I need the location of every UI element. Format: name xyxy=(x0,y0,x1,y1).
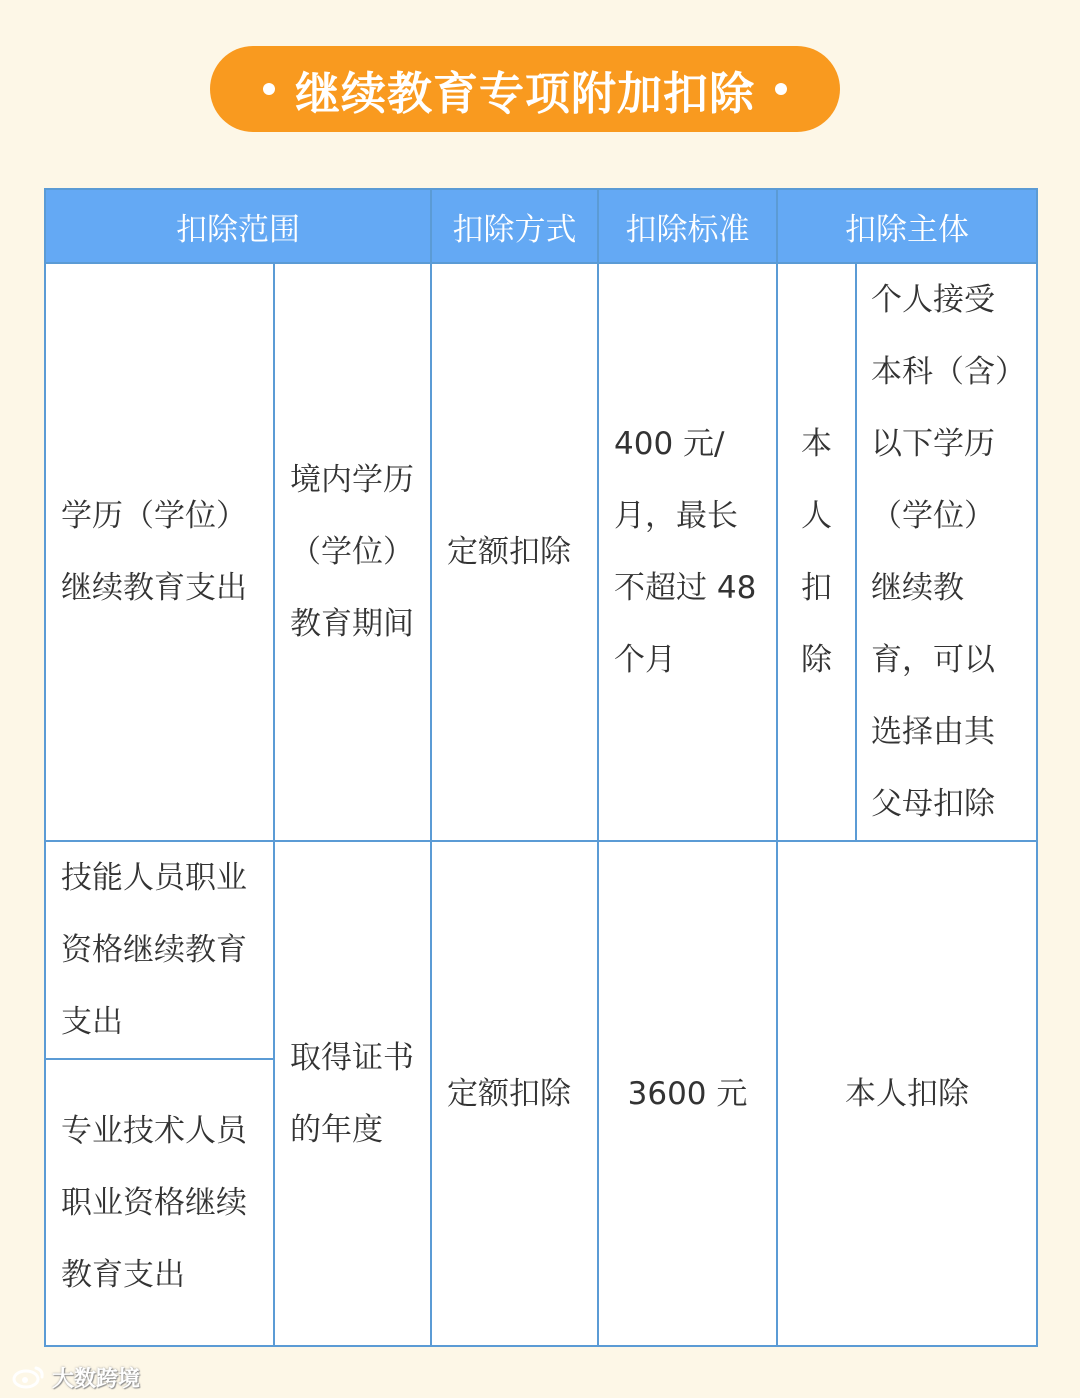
cell-cert-period xyxy=(274,841,431,1346)
cert-method-text: 定额扣除 xyxy=(447,1075,571,1112)
cell-skill-category xyxy=(45,841,274,1059)
bullet-dot-left xyxy=(263,83,275,95)
header-standard: 扣除标准 xyxy=(598,189,777,263)
cert-subject-text: 本人扣除 xyxy=(845,1075,969,1112)
header-method: 扣除方式 xyxy=(431,189,598,263)
table-row-skill xyxy=(45,841,1037,1059)
academic-method-text: 定额扣除 xyxy=(447,534,571,570)
cell-academic-category xyxy=(45,263,274,841)
cert-standard-text: 3600 元 xyxy=(627,1075,748,1112)
cell-academic-method xyxy=(431,263,598,841)
cell-cert-subject xyxy=(777,841,1037,1346)
bullet-dot-right xyxy=(775,83,787,95)
header-subject: 扣除主体 xyxy=(777,189,1037,263)
cell-professional-category xyxy=(45,1059,274,1346)
academic-standard-text: 400 元/月，最长不超过 48 个月 xyxy=(614,426,757,678)
cell-cert-standard xyxy=(598,841,777,1346)
deduction-table xyxy=(44,188,1038,1347)
header-scope: 扣除范围 xyxy=(45,189,431,263)
cell-academic-standard xyxy=(598,263,777,841)
table-header-row xyxy=(45,189,1037,263)
academic-subject-note-text: 个人接受本科（含）以下学历（学位）继续教育，可以选择由其父母扣除 xyxy=(871,282,1011,822)
cell-academic-subject xyxy=(777,263,856,841)
cell-cert-method xyxy=(431,841,598,1346)
title-banner xyxy=(210,46,840,132)
weibo-logo-icon xyxy=(12,1364,46,1390)
academic-period-text: 境内学历（学位）教育期间 xyxy=(290,462,414,642)
page-title: 继续教育专项附加扣除 xyxy=(294,66,755,120)
cell-academic-subject-note xyxy=(856,263,1037,841)
skill-category-text: 技能人员职业资格继续教育支出 xyxy=(61,860,247,1040)
academic-category-text: 学历（学位）继续教育支出 xyxy=(61,498,247,606)
table-row-academic xyxy=(45,263,1037,841)
watermark-text: 大数跨境 xyxy=(52,1366,141,1392)
cert-period-text: 取得证书的年度 xyxy=(290,1039,414,1148)
watermark xyxy=(12,1362,140,1392)
professional-category-text: 专业技术人员职业资格继续教育支出 xyxy=(61,1112,247,1293)
academic-subject-text: 本人扣除 xyxy=(801,426,832,678)
cell-academic-period xyxy=(274,263,431,841)
